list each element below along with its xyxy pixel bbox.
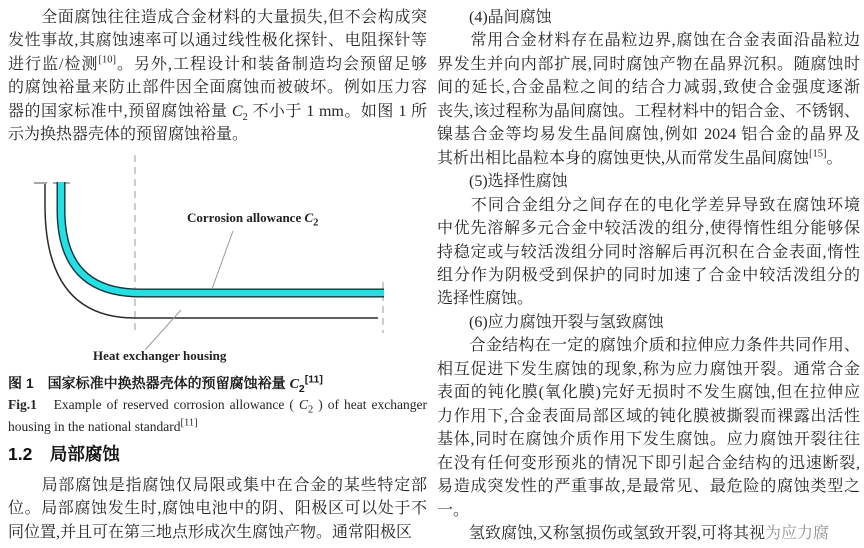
- left-column-paragraph-1: [8, 6, 427, 146]
- text-line: [437, 475, 860, 498]
- text-segment: 相互促进下发生腐蚀的现象,称为应力腐蚀开裂。通常合金: [437, 360, 860, 378]
- text-segment: 一。: [437, 501, 470, 519]
- corrosion-variable: C: [304, 210, 314, 225]
- text-line: [8, 394, 427, 416]
- text-line: [437, 217, 860, 240]
- text-segment: 图 1: [8, 375, 34, 391]
- text-segment: 。另外,工程设计和装备制造均会预留足够: [115, 55, 427, 73]
- reference-superscript: [11]: [304, 373, 323, 386]
- heat-exchanger-diagram: [0, 155, 432, 371]
- subscript: 2: [307, 404, 314, 416]
- text-segment: (5)选择性腐蚀: [437, 173, 568, 191]
- text-segment: 同位置,并且可在第三地点形成次生腐蚀产物。通常阳极区: [8, 523, 413, 541]
- text-line: [437, 76, 860, 99]
- text-segment: 不小于 1 mm。如图 1 所: [247, 102, 427, 120]
- text-segment: 基体,同时在腐蚀介质作用下发生腐蚀。应力腐蚀开裂往往: [437, 431, 860, 449]
- text-segment: 持稳定或与较活泼组分同时溶解后再沉积在合金表面,惰性: [437, 243, 860, 261]
- figure-caption-chinese: [8, 373, 427, 395]
- text-segment: C: [298, 397, 308, 412]
- text-line: [8, 29, 427, 52]
- text-segment: 示为换热器壳体的预留腐蚀裕量。: [8, 126, 249, 144]
- text-line: [437, 123, 860, 146]
- text-segment: 力作用下,合金表面局部区域的钝化膜被撕裂而裸露出活性: [437, 407, 860, 425]
- text-line: [437, 6, 860, 29]
- text-segment: 全面腐蚀往往造成合金材料的大量损失,但不会构成突: [8, 9, 427, 26]
- text-line: [437, 100, 860, 123]
- text-segment: 位。局部腐蚀发生时,腐蚀电池中的阴、阳极区可以处于不: [8, 500, 427, 518]
- text-segment: 中优先溶解多元合金中较活泼的组分,使得惰性组分能够保: [437, 220, 860, 238]
- corrosion-band: [61, 182, 384, 293]
- text-segment: 为应力腐: [765, 524, 830, 542]
- text-segment: 组分作为阴极受到保护的同时加速了合金中较活泼组分的: [437, 266, 860, 284]
- text-segment: 选择性腐蚀。: [437, 290, 534, 308]
- text-segment: 。: [826, 149, 843, 167]
- text-segment: housing in the national standard: [8, 418, 181, 434]
- corrosion-allowance-label: [187, 210, 319, 229]
- text-segment: Fig.1: [8, 397, 37, 412]
- text-segment: 丧失,该过程称为晶间腐蚀。工程材料中的铝合金、不锈钢、: [437, 102, 860, 120]
- text-segment: C: [231, 102, 243, 120]
- text-segment: 不同合金组分之间存在的电化学差异导致在腐蚀环境: [437, 196, 860, 214]
- text-line: [437, 452, 860, 475]
- text-segment: 发性事故,其腐蚀速率可以通过线性极化探针、电阻探针等: [8, 32, 427, 50]
- corrosion-allowance-label-text: Corrosion allowance: [187, 210, 305, 225]
- corrosion-band-edge: [61, 182, 384, 293]
- text-line: [8, 521, 427, 544]
- reference-superscript: [10]: [98, 54, 116, 66]
- text-line: [8, 497, 427, 520]
- text-line: [437, 53, 860, 76]
- text-line: [437, 241, 860, 264]
- text-segment: C: [289, 377, 299, 392]
- leader-line-housing: [145, 310, 181, 350]
- leader-line-corrosion: [212, 231, 233, 289]
- text-line: [437, 428, 860, 451]
- text-segment: 在没有任何变形预兆的情况下即引起合金结构的迅速断裂,: [437, 454, 860, 472]
- text-segment: ) of heat exchanger: [313, 397, 427, 412]
- figure-caption-english: [8, 394, 427, 437]
- text-segment: 界发生并向内部扩展,同时腐蚀产物在晶界沉积。随腐蚀时: [437, 55, 860, 73]
- right-column-text: [437, 6, 860, 545]
- reference-superscript: [11]: [180, 417, 198, 428]
- text-line: [8, 474, 427, 497]
- text-segment: 合金结构在一定的腐蚀介质和拉伸应力条件共同作用、: [437, 337, 860, 355]
- text-segment: (6)应力腐蚀开裂与氢致腐蚀: [437, 313, 664, 331]
- figure-1: [0, 155, 432, 371]
- text-line: [437, 287, 860, 310]
- housing-label: Heat exchanger housing: [93, 348, 227, 363]
- section-heading-1-2: 1.2 局部腐蚀: [8, 444, 120, 464]
- text-line: [437, 311, 860, 334]
- text-line: [437, 194, 860, 217]
- text-line: [437, 522, 860, 545]
- text-segment: 表面的钝化膜(氧化膜)完好无损时不发生腐蚀,但在拉伸应: [437, 384, 860, 402]
- text-segment: 局部腐蚀是指腐蚀仅局限或集中在合金的某些特定部: [8, 477, 427, 494]
- text-line: [8, 373, 427, 395]
- text-line: [437, 405, 860, 428]
- text-segment: 的腐蚀裕量来防止部件因全面腐蚀而被破坏。例如压力容: [8, 79, 427, 97]
- text-line: [437, 264, 860, 287]
- text-segment: 镍基合金等均易发生晶间腐蚀,例如 2024 铝合金的晶界及: [437, 126, 860, 144]
- text-segment: 氢致腐蚀,又称氢损伤或氢致开裂,可将其视: [437, 524, 766, 542]
- text-segment: 器的国家标准中,预留腐蚀裕量: [8, 102, 232, 120]
- text-line: [437, 170, 860, 193]
- subscript: 2: [242, 111, 248, 123]
- text-line: [437, 499, 860, 522]
- text-segment: 常用合金材料存在晶粒边界,腐蚀在合金表面沿晶粒边: [437, 32, 860, 50]
- subscript: 2: [298, 382, 305, 395]
- text-segment: 其析出相比晶粒本身的腐蚀更快,从而常发生晶间腐蚀: [437, 149, 810, 167]
- corrosion-variable-subscript: 2: [313, 217, 319, 229]
- text-line: [437, 358, 860, 381]
- text-segment: 进行监/检测: [8, 55, 99, 73]
- text-line: [8, 123, 427, 146]
- text-line: [437, 147, 860, 170]
- text-segment: 易造成突发性的严重事故,是最常见、最危险的腐蚀类型之: [437, 478, 860, 496]
- text-line: [437, 334, 860, 357]
- housing-outline: [45, 184, 378, 318]
- text-segment: (4)晶间腐蚀: [437, 9, 552, 26]
- text-line: [8, 6, 427, 29]
- text-line: [8, 100, 427, 123]
- left-column-paragraph-2: [8, 474, 427, 544]
- text-line: [437, 29, 860, 52]
- text-line: [8, 416, 427, 438]
- text-segment: 国家标准中换热器壳体的预留腐蚀裕量: [33, 375, 290, 391]
- reference-superscript: [15]: [809, 148, 827, 160]
- text-line: [437, 381, 860, 404]
- text-segment: Example of reserved corrosion allowance (: [36, 397, 299, 412]
- text-segment: 间的延长,合金晶粒之间的结合力减弱,致使合金强度逐渐: [437, 79, 860, 97]
- text-line: [8, 53, 427, 76]
- text-line: [8, 76, 427, 99]
